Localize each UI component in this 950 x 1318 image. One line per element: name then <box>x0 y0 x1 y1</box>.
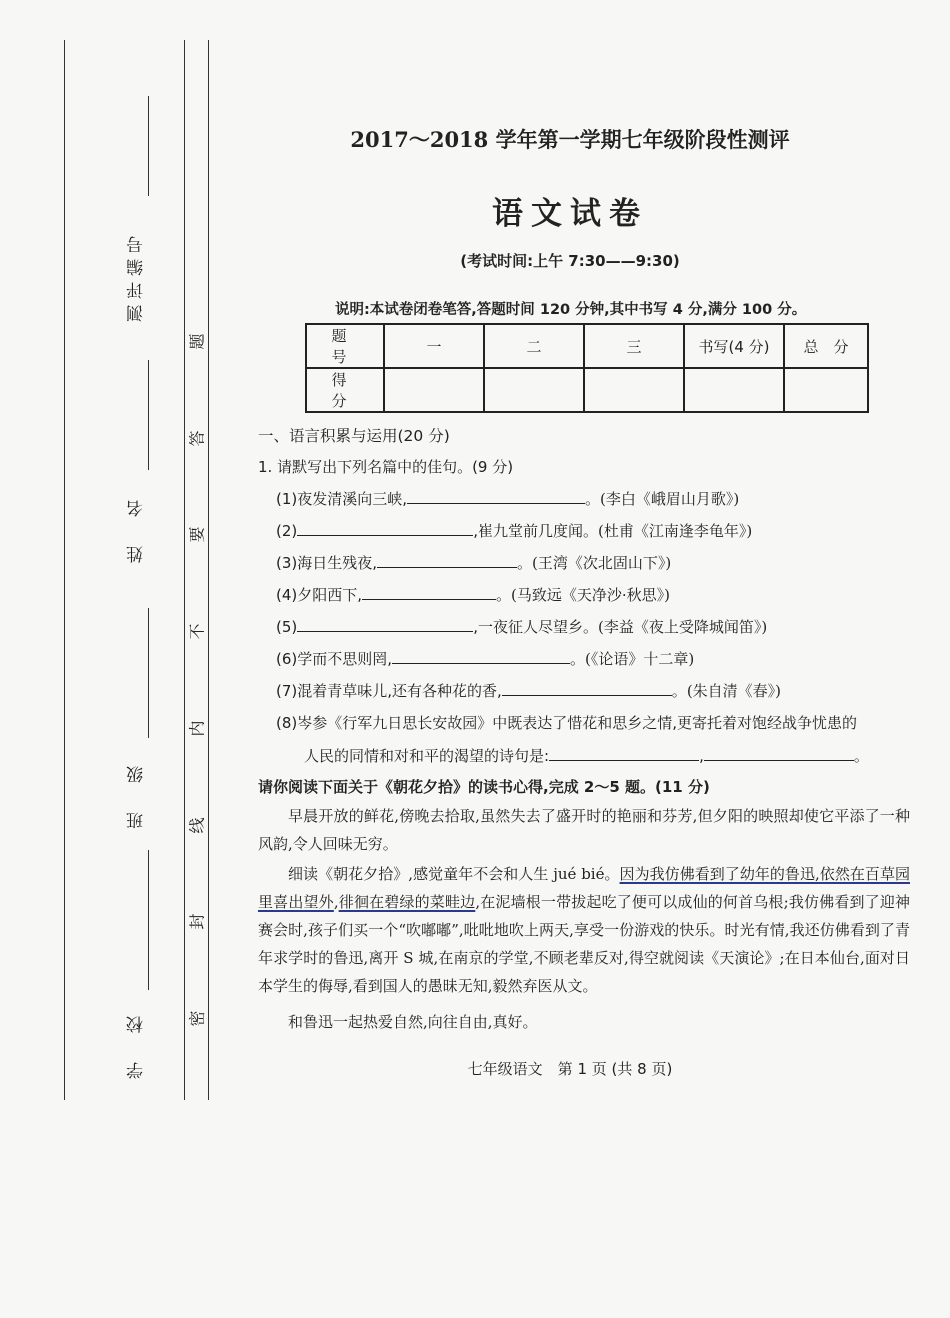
seal-char: 密 <box>187 1010 207 1027</box>
seal-char: 要 <box>187 526 207 543</box>
name-blank <box>148 360 149 470</box>
answer-blank[interactable] <box>297 521 473 536</box>
score-table-header-row <box>306 324 868 368</box>
binding-line-inner-1 <box>184 40 185 1100</box>
answer-blank[interactable] <box>502 681 672 696</box>
school-blank <box>148 850 149 990</box>
exam-time: (考试时间:上午 7:30——9:30) <box>460 252 680 270</box>
score-header-cell: 一 <box>384 324 484 368</box>
seal-char: 答 <box>187 430 207 447</box>
score-header-cell: 题 号 <box>306 324 384 368</box>
score-cell-total[interactable] <box>784 368 868 412</box>
answer-blank[interactable] <box>704 746 854 761</box>
score-row-label: 得 分 <box>306 368 384 412</box>
answer-blank[interactable] <box>392 649 570 664</box>
answer-blank[interactable] <box>297 617 473 632</box>
question-1-item-4: (4)夕阳西下, 。(马致远《天净沙·秋思》) <box>276 586 671 604</box>
score-cell-3[interactable] <box>584 368 684 412</box>
id-number-label: 测评编号 <box>127 230 147 322</box>
score-header-cell: 总 分 <box>784 324 868 368</box>
reading-paragraph-2: 细读《朝花夕拾》,感觉童年不会和人生 jué bié。因为我仿佛看到了幼年的鲁迅,依然在百草园里喜出望外,徘徊在碧绿的菜畦边,在泥墙根一带拔起吃了便可以成仙的何首乌根;我仿佛看到了迎神赛会时,孩子们买一个“吹嘟嘟”,吡吡地吹上两天,享受一份游戏的快乐。时光有情,我还仿佛看到了青年求学时的鲁迅,离开 S 城,在南京的学堂,不顾老辈反对,得空就阅读《天演论》;在日本仙台,面对日本学生的侮辱,看到国人的愚昧无知,毅然弃医从文。 <box>258 865 910 995</box>
seal-char: 题 <box>187 333 207 350</box>
question-1-item-2: (2) ,崔九堂前几度闻。(杜甫《江南逢李龟年》) <box>276 522 753 540</box>
answer-blank[interactable] <box>549 746 699 761</box>
exam-instructions: 说明:本试卷闭卷笔答,答题时间 120 分钟,其中书写 4 分,满分 100 分。 <box>335 302 807 318</box>
score-cell-1[interactable] <box>384 368 484 412</box>
seal-char: 封 <box>187 913 207 930</box>
score-header-cell: 书写(4 分) <box>684 324 784 368</box>
question-1-item-5: (5) ,一夜征人尽望乡。(李益《夜上受降城闻笛》) <box>276 618 768 636</box>
answer-blank[interactable] <box>362 585 496 600</box>
question-1-prompt: 1. 请默写出下列名篇中的佳句。(9 分) <box>258 458 514 476</box>
page-footer: 七年级语文 第 1 页 (共 8 页) <box>467 1060 673 1078</box>
score-header-cell: 三 <box>584 324 684 368</box>
question-1-item-1: (1)夜发清溪向三峡, 。(李白《峨眉山月歌》) <box>276 490 740 508</box>
exam-title: 2017～2018 学年第一学期七年级阶段性测评 <box>350 127 790 152</box>
score-cell-writing[interactable] <box>684 368 784 412</box>
answer-blank[interactable] <box>377 553 517 568</box>
binding-line-outer <box>64 40 65 1100</box>
score-table <box>305 323 869 413</box>
id-number-blank <box>148 96 149 196</box>
score-cell-2[interactable] <box>484 368 584 412</box>
class-blank <box>148 608 149 738</box>
name-label: 姓 名 <box>127 494 147 563</box>
reading-paragraph-3: 和鲁迅一起热爱自然,向往自由,真好。 <box>288 1013 538 1031</box>
reading-intro: 请你阅读下面关于《朝花夕拾》的读书心得,完成 2～5 题。(11 分) <box>258 778 710 796</box>
score-header-cell: 二 <box>484 324 584 368</box>
underlined-sentence-2: 徘徊在碧绿的菜畦边 <box>338 893 476 911</box>
subject-title: 语文试卷 <box>492 196 648 232</box>
question-1-item-7: (7)混着青草味儿,还有各种花的香, 。(朱自清《春》) <box>276 682 782 700</box>
score-table-score-row <box>306 368 868 412</box>
school-label: 学 校 <box>127 1010 147 1079</box>
class-label: 班 级 <box>127 760 147 829</box>
binding-line-inner-2 <box>208 40 209 1100</box>
question-1-item-8: (8)岑参《行军九日思长安故园》中既表达了惜花和思乡之情,更寄托着对饱经战争忧患的 <box>276 714 858 732</box>
seal-char: 内 <box>187 720 207 737</box>
seal-line-text <box>186 330 206 1030</box>
answer-blank[interactable] <box>407 489 585 504</box>
section-1-heading: 一、语言积累与运用(20 分) <box>258 427 450 445</box>
underlined-sentence-1: 因为我仿佛看到了幼年的鲁迅,依然在百草园里喜出望外 <box>258 865 910 911</box>
reading-paragraph-1: 早晨开放的鲜花,傍晚去拾取,虽然失去了盛开时的艳丽和芬芳,但夕阳的映照却使它平添了一种风韵,令人回味无穷。 <box>258 807 910 853</box>
question-1-item-3: (3)海日生残夜, 。(王湾《次北固山下》) <box>276 554 672 572</box>
question-1-item-8-answer-line: 人民的同情和对和平的渴望的诗句是: , 。 <box>304 747 869 765</box>
seal-char: 不 <box>187 623 207 640</box>
seal-char: 线 <box>187 817 207 834</box>
question-1-item-6: (6)学而不思则罔, 。(《论语》十二章) <box>276 650 695 668</box>
